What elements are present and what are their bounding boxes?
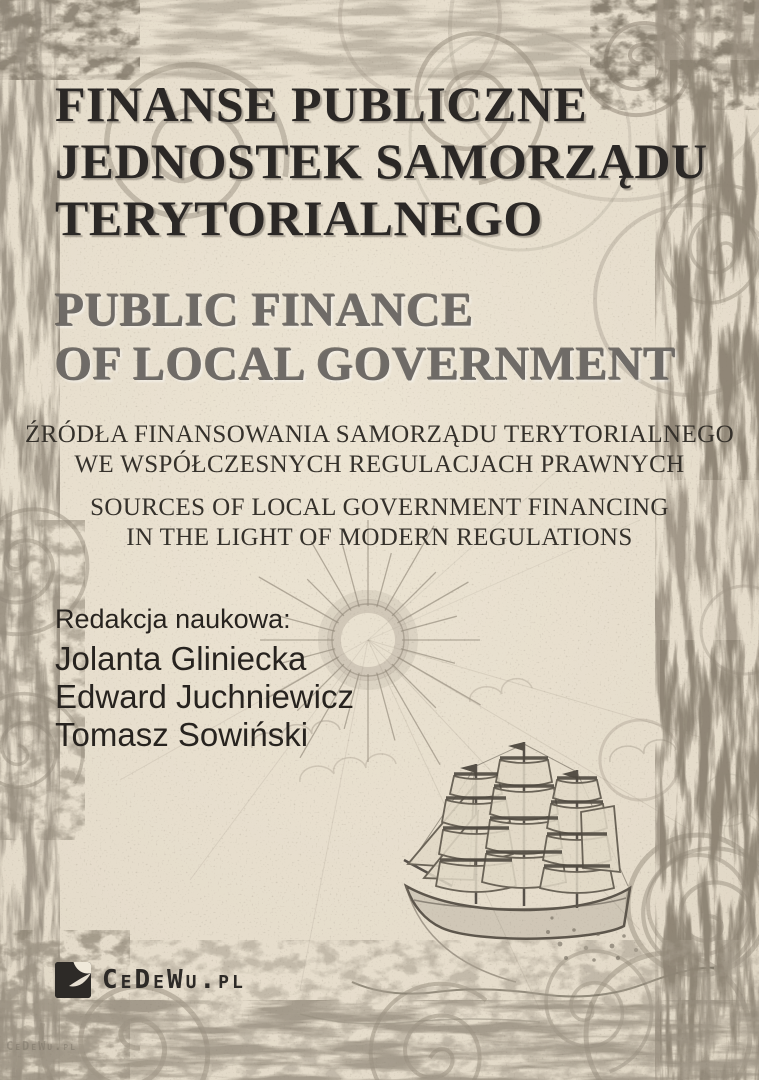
title-polish-line: TERYTORIALNEGO (55, 190, 543, 246)
publisher-watermark: CeDeWu.pl (6, 1039, 77, 1053)
title-english-line: OF LOCAL GOVERNMENT (55, 338, 677, 391)
swoosh-square-icon (55, 962, 91, 998)
title-english-line: PUBLIC FINANCE (55, 284, 475, 337)
editor-name: Jolanta Gliniecka (55, 640, 307, 677)
subtitle-polish-line: WE WSPÓŁCZESNYCH REGULACJACH PRAWNYCH (74, 451, 685, 478)
publisher-logo (55, 962, 246, 998)
subtitle-english (0, 493, 759, 553)
title-polish (55, 76, 739, 247)
editor-name: Tomasz Sowiński (55, 716, 309, 753)
subtitle-polish (0, 420, 759, 480)
title-english (55, 284, 739, 392)
subtitle-polish-line: ŹRÓDŁA FINANSOWANIA SAMORZĄDU TERYTORIALNEGO (24, 421, 735, 448)
subtitle-english-line: IN THE LIGHT OF MODERN REGULATIONS (126, 524, 633, 551)
title-polish-line: FINANSE PUBLICZNE (55, 76, 588, 132)
publisher-name: CeDeWu.pl (102, 965, 246, 995)
editors-block (55, 602, 354, 754)
subtitle-english-line: SOURCES OF LOCAL GOVERNMENT FINANCING (90, 494, 669, 521)
title-polish-line: JEDNOSTEK SAMORZĄDU (55, 133, 708, 189)
editors-label: Redakcja naukowa: (55, 604, 291, 634)
editor-name: Edward Juchniewicz (55, 678, 354, 715)
